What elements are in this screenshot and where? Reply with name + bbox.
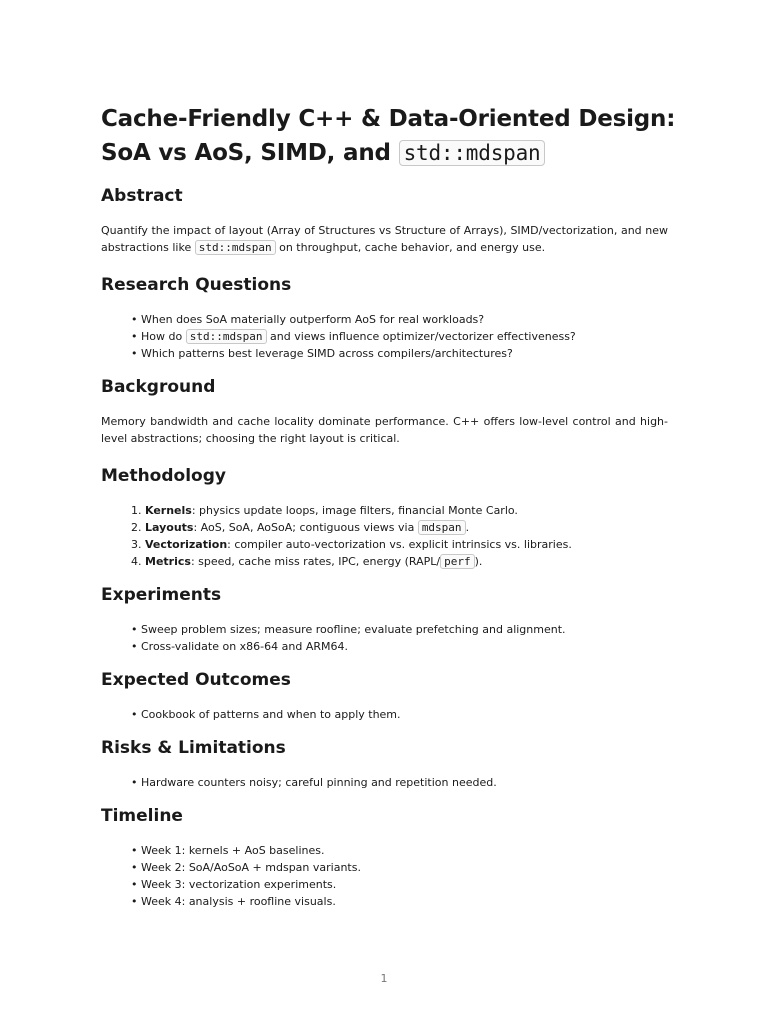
timeline-heading: Timeline [101, 806, 183, 826]
document-title [101, 102, 681, 170]
list-item: 4. Metrics: speed, cache miss rates, IPC, energy (RAPL/ perf ). [131, 555, 483, 568]
background-heading: Background [101, 377, 216, 397]
list-item: • Week 3: vectorization experiments. [131, 878, 337, 891]
list-item: • How do std::mdspan and views influence optimizer/vectorizer effectiveness? [131, 330, 576, 343]
methodology-heading: Methodology [101, 466, 226, 486]
list-item: • Sweep problem sizes; measure roofline; evaluate prefetching and alignment. [131, 623, 566, 636]
title-text: Cache-Friendly C++ & Data-Oriented Design: SoA vs AoS, SIMD, and [101, 106, 676, 166]
list-item: • Cookbook of patterns and when to apply them. [131, 708, 401, 721]
list-item: • Week 2: SoA/AoSoA + mdspan variants. [131, 861, 361, 874]
outcomes-heading: Expected Outcomes [101, 670, 291, 690]
page-number: 1 [380, 972, 388, 985]
abstract-code: std::mdspan [195, 240, 276, 255]
experiments-heading: Experiments [101, 585, 222, 605]
list-item: 2. Layouts: AoS, SoA, AoSoA; contiguous views via mdspan . [131, 521, 470, 534]
list-item: • Week 1: kernels + AoS baselines. [131, 844, 325, 857]
list-item: • When does SoA materially outperform AoS for real workloads? [131, 313, 485, 326]
abstract-text: Quantify the impact of layout (Array of Structures vs Structure of Arrays), SIMD/vectorization, and new abstractions like std::mdspan on throughput, cache behavior, and energy use. [101, 224, 668, 254]
list-item: • Cross-validate on x86-64 and ARM64. [131, 640, 348, 653]
list-item: 1. Kernels: physics update loops, image filters, financial Monte Carlo. [131, 504, 518, 517]
list-item: • Hardware counters noisy; careful pinning and repetition needed. [131, 776, 497, 789]
list-item: 3. Vectorization: compiler auto-vectorization vs. explicit intrinsics vs. libraries. [131, 538, 572, 551]
inline-code: std::mdspan [186, 329, 267, 344]
inline-code: mdspan [418, 520, 466, 535]
inline-code: perf [440, 554, 475, 569]
risks-heading: Risks & Limitations [101, 738, 286, 758]
title-code: std::mdspan [399, 140, 546, 166]
list-item: • Week 4: analysis + roofline visuals. [131, 895, 336, 908]
list-item: • Which patterns best leverage SIMD across compilers/architectures? [131, 347, 513, 360]
abstract-heading: Abstract [101, 186, 183, 206]
background-text: Memory bandwidth and cache locality dominate performance. C++ offers low-level control and high-level abstractions; choosing the right layout is critical. [101, 415, 668, 445]
research-questions-heading: Research Questions [101, 275, 292, 295]
